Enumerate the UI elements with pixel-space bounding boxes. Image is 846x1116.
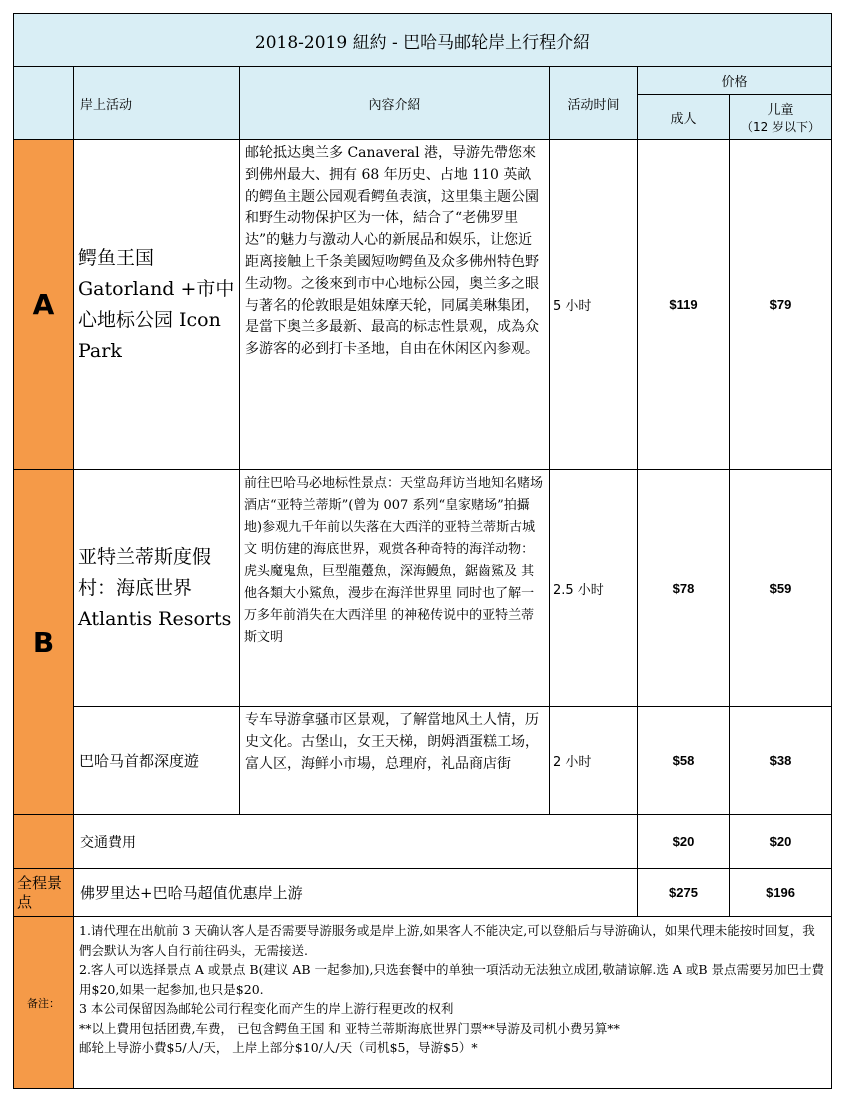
shore-excursion-table	[13, 13, 832, 1089]
activity-time-b: 2.5 小时	[550, 470, 638, 707]
table-row	[14, 140, 832, 470]
transport-adult: $20	[638, 815, 730, 869]
table-row	[14, 815, 832, 869]
table-title: 2018-2019 紐約 - 巴哈马邮轮岸上行程介紹	[14, 14, 832, 67]
header-price: 价格	[638, 67, 832, 95]
all-sites-name: 佛罗里达+巴哈马超值优惠岸上游	[74, 869, 638, 917]
all-sites-label: 全程景点	[14, 869, 74, 917]
header-adult: 成人	[638, 95, 730, 140]
transport-label: 交通費用	[74, 815, 638, 869]
activity-time-b2: 2 小时	[550, 707, 638, 815]
transport-child: $20	[730, 815, 832, 869]
price-child-b2: $38	[730, 707, 832, 815]
all-sites-adult: $275	[638, 869, 730, 917]
activity-description-b: 前往巴哈马必地标性景点：天堂岛拜访当地知名赌场酒店“亚特兰蒂斯”(曾为 007 系列“皇家赌场”拍攝地)参观九千年前以失落在大西洋的亚特兰蒂斯古城文 明仿建的海底世界，观赏各种奇特的海洋动物：虎头魔鬼魚，巨型龍躉魚，深海鰻魚，鋸齒鯊及 其他各類大小鯊魚，漫步在海洋世界里 同时也了解一万多年前消失在大西洋里 的神秘传说中的亚特兰蒂斯文明	[240, 470, 550, 707]
header-child: 儿童	[767, 103, 794, 118]
header-content: 內容介紹	[240, 67, 550, 140]
section-letter-a: A	[14, 140, 74, 470]
activity-description-b2: 专车导游拿骚市区景观，了解當地风土人情，历史文化。古堡山，女王天梯，朗姆酒蛋糕工场，富人区，海鲜小市場，总理府，礼品商店街	[240, 707, 550, 815]
note-line-5: 邮轮上导游小費$5/人/天， 上岸上部分$10/人/天（司机$5，导游$5）*	[79, 1040, 478, 1055]
activity-description-a: 邮轮抵达奥兰多 Canaveral 港，导游先帶您來到佛州最大、拥有 68 年历史、占地 110 英畝的鳄鱼主题公园观看鳄鱼表演，这里集主题公園和野生动物保护区为一体，結合了“老佛罗里达”的魅力与激动人心的新展品和娱乐，让您近距离接触上千条美國短吻鳄鱼及众多佛州特色野生动物。之後來到市中心地标公园，奥兰多之眼与著名的伦敦眼是姐妹摩天轮，同属美琳集团，是當下奥兰多最新、最高的标志性景观，成為众多游客的必到打卡圣地，自由在休闲区內参观。	[240, 140, 550, 470]
header-child-cell	[730, 95, 832, 140]
price-adult-b: $78	[638, 470, 730, 707]
table-row	[14, 707, 832, 815]
price-adult-b2: $58	[638, 707, 730, 815]
section-letter-b: B	[14, 470, 74, 815]
price-child-a: $79	[730, 140, 832, 470]
header-activity: 岸上活动	[74, 67, 240, 140]
header-time: 活动时间	[550, 67, 638, 140]
table-row	[14, 470, 832, 707]
note-line-3: 3 本公司保留因為邮轮公司行程变化而产生的岸上游行程更改的权利	[79, 1001, 454, 1016]
activity-name-b2: 巴哈马首都深度遊	[74, 707, 240, 815]
notes-label: 备注：	[14, 917, 74, 1089]
note-line-2: 2.客人可以选择景点 A 或景点 B(建议 AB 一起参加),只选套餐中的单独一項活动无法独立成团,敬請谅解.选 A 或B 景点需要另加巴士費用$20,如果一起参加,也只是$20.	[79, 962, 825, 997]
activity-name-b: 亚特兰蒂斯度假村：海底世界 Atlantis Resorts	[74, 470, 240, 707]
activity-name-a: 鳄鱼王国 Gatorland +市中心地标公园 Icon Park	[74, 140, 240, 470]
note-line-1: 1.请代理在出航前 3 天确认客人是否需要导游服务或是岸上游,如果客人不能决定,可以登船后与导游确认，如果代理未能按时回复，我們会默认为客人自行前往码头，无需接送.	[79, 923, 815, 958]
price-child-b: $59	[730, 470, 832, 707]
extras-label	[14, 815, 74, 869]
all-sites-child: $196	[730, 869, 832, 917]
table-row	[14, 917, 832, 1089]
note-line-4: **以上費用包括团费,车费， 已包含鳄鱼王国 和 亚特兰蒂斯海底世界门票**导游及司机小费另算**	[79, 1020, 620, 1036]
notes-content	[74, 917, 832, 1089]
header-corner	[14, 67, 74, 140]
price-adult-a: $119	[638, 140, 730, 470]
activity-time-a: 5 小时	[550, 140, 638, 470]
header-child-note: （12 岁以下）	[740, 120, 821, 134]
table-row	[14, 869, 832, 917]
